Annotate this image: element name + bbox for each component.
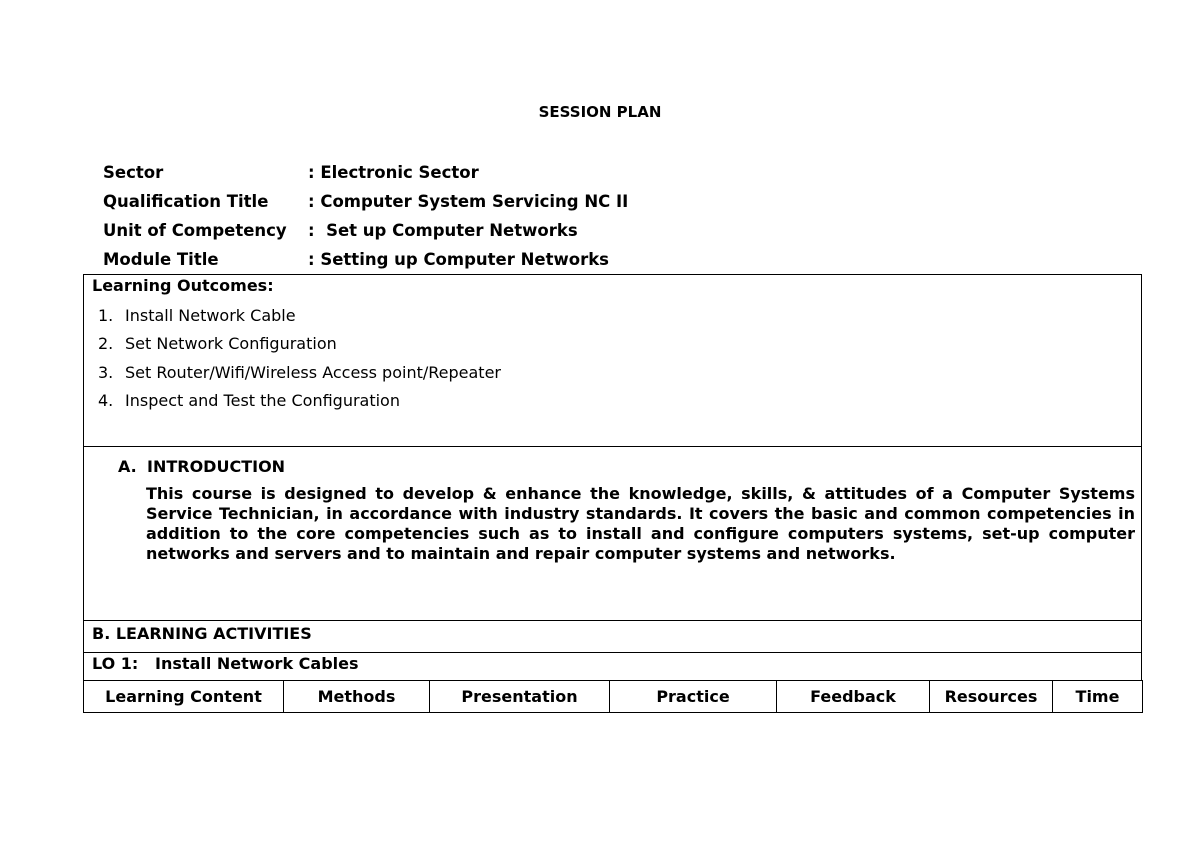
learning-activities-section [83, 620, 1142, 653]
activities-table [83, 680, 1143, 713]
meta-value: : Set up Computer Networks [308, 221, 578, 240]
meta-row-qualification [103, 187, 628, 216]
introduction-heading-text: INTRODUCTION [147, 457, 286, 476]
column-header-resources: Resources [930, 681, 1053, 713]
meta-label: Unit of Competency [103, 221, 287, 240]
column-header-learning-content: Learning Content [84, 681, 284, 713]
learning-outcomes-section [83, 274, 1142, 447]
page-title: SESSION PLAN [538, 103, 662, 121]
introduction-heading [118, 457, 285, 476]
list-item [84, 301, 1141, 330]
introduction-section [83, 446, 1142, 621]
list-item-text: Set Network Configuration [125, 334, 337, 354]
meta-row-module [103, 245, 628, 274]
lo1-heading: LO 1: Install Network Cables [92, 654, 359, 673]
column-header-practice: Practice [610, 681, 777, 713]
meta-value: : Setting up Computer Networks [308, 250, 610, 269]
list-item [84, 358, 1141, 387]
lo1-section [83, 652, 1142, 681]
table-header-row [84, 681, 1143, 713]
learning-outcomes-list [84, 301, 1141, 415]
list-item-text: Set Router/Wifi/Wireless Access point/Repeater [125, 362, 501, 382]
list-item-number: 3. [98, 362, 114, 382]
meta-label: Sector [103, 163, 164, 182]
column-header-presentation: Presentation [430, 681, 610, 713]
learning-activities-heading: B. LEARNING ACTIVITIES [92, 624, 312, 643]
session-meta [103, 158, 628, 274]
introduction-letter: A. [118, 457, 137, 476]
column-header-time: Time [1053, 681, 1143, 713]
list-item-number: 2. [98, 334, 114, 354]
list-item-text: Install Network Cable [125, 305, 296, 325]
meta-label: Module Title [103, 250, 219, 269]
list-item [84, 387, 1141, 416]
introduction-text: This course is designed to develop & enhance the knowledge, skills, & attitudes of a Computer Systems Service Technician, in accordance with industry standards. It covers the basic and common competencies in addition to the core competencies such as to install and configure computers systems, set-up computer networks and servers and to maintain and repair computer systems and networks. [146, 484, 1135, 563]
list-item-text: Inspect and Test the Configuration [125, 391, 400, 411]
column-header-feedback: Feedback [777, 681, 930, 713]
meta-value: : Electronic Sector [308, 163, 479, 182]
list-item [84, 330, 1141, 359]
list-item-number: 4. [98, 391, 114, 411]
meta-row-sector [103, 158, 628, 187]
column-header-methods: Methods [284, 681, 430, 713]
list-item-number: 1. [98, 305, 114, 325]
learning-outcomes-heading: Learning Outcomes: [92, 276, 274, 295]
meta-value: : Computer System Servicing NC II [308, 192, 629, 211]
meta-row-unit [103, 216, 628, 245]
meta-label: Qualification Title [103, 192, 269, 211]
